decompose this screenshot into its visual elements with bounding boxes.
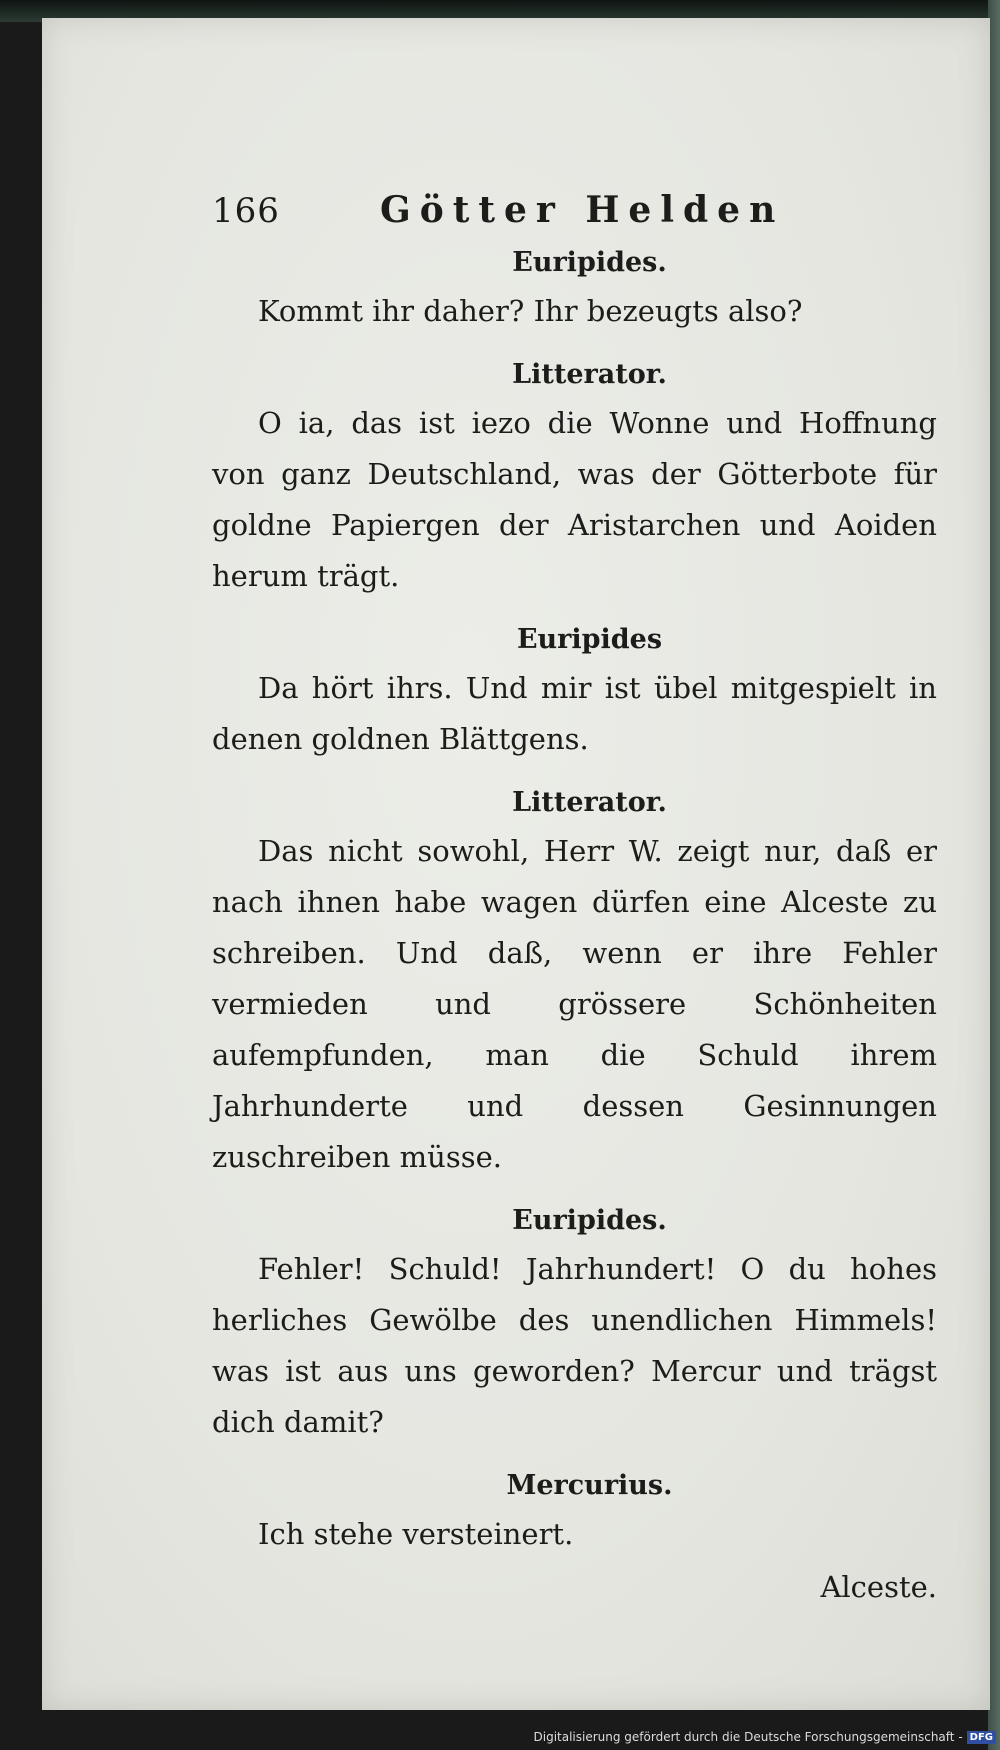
digitization-credit [534, 1730, 997, 1744]
catchword: Alceste. [820, 1570, 937, 1604]
dialogue-entry [212, 359, 937, 602]
dialogue-entry [212, 624, 937, 765]
speaker-name: Litterator. [512, 359, 667, 390]
running-head: Götter Helden [380, 189, 785, 231]
dialogue-entry [212, 247, 937, 337]
speech-text: Das nicht sowohl, Herr W. zeigt nur, daß er nach ihnen habe wagen dürfen eine Alceste zu schreiben. Und daß, wenn er ihre Fehler vermieden und grössere Schönheiten aufempfunden, man die Schuld ihrem Jahrhunderte und dessen Gesinnungen zuschreiben müsse. [212, 834, 937, 1174]
speech-text: Kommt ihr daher? Ihr bezeugts also? [258, 294, 803, 328]
speaker-name: Litterator. [512, 787, 667, 818]
book-page [42, 18, 990, 1710]
speech-text: Fehler! Schuld! Jahrhundert! O du hohes herliches Gewölbe des unendlichen Himmels! was ist aus uns geworden? Mercur und trägst dich damit? [212, 1252, 937, 1439]
speaker-name: Mercurius. [506, 1470, 673, 1501]
dialogue-entry [212, 787, 937, 1183]
speaker-name: Euripides [516, 624, 663, 655]
credit-text: Digitalisierung gefördert durch die Deutsche Forschungsgemeinschaft - [533, 1730, 963, 1744]
dialogue-entry [212, 1470, 937, 1560]
speech-text: Da hört ihrs. Und mir ist übel mitgespielt in denen goldnen Blättgens. [212, 671, 937, 756]
speech-text: Ich stehe versteinert. [258, 1517, 574, 1551]
page-number: 166 [212, 191, 280, 231]
speaker-name: Euripides. [512, 1205, 667, 1236]
speech-text: O ia, das ist iezo die Wonne und Hoffnung von ganz Deutschland, was der Götterbote für goldne Papiergen der Aristarchen und Aoiden herum trägt. [212, 406, 937, 593]
page-text [212, 183, 937, 1604]
page-header [212, 183, 937, 243]
dfg-logo-icon: DFG [967, 1731, 996, 1744]
speaker-name: Euripides. [512, 247, 667, 278]
dialogue-entry [212, 1205, 937, 1448]
